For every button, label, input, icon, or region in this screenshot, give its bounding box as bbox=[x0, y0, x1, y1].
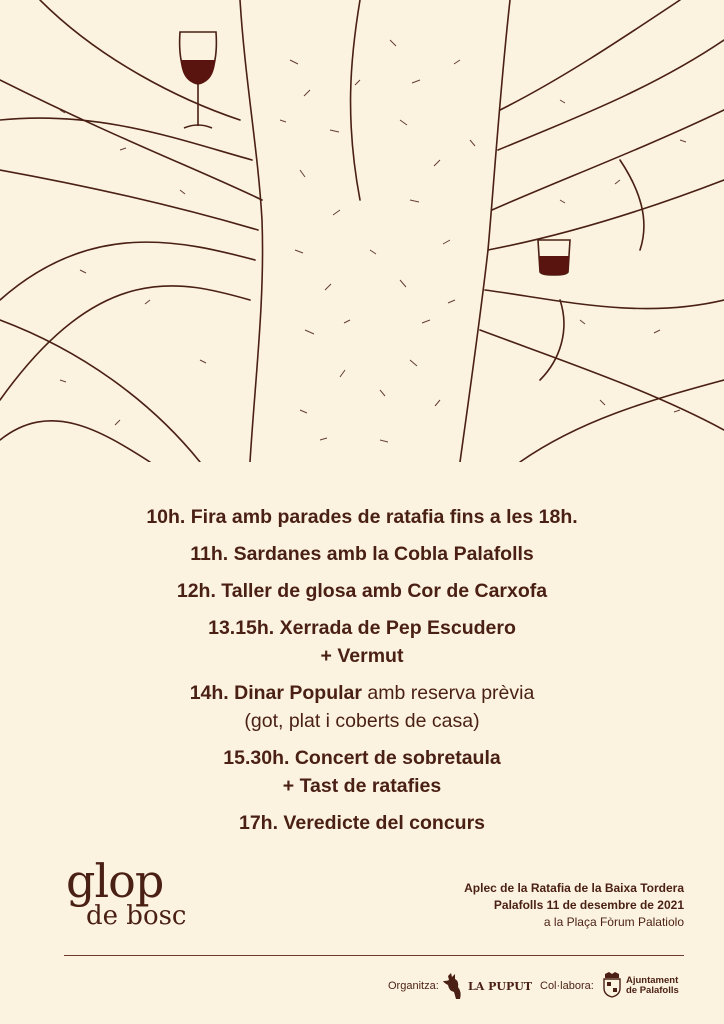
event-title: Aplec de la Ratafia de la Baixa Tordera bbox=[464, 881, 684, 895]
program-bold-text: 17h. Veredicte del concurs bbox=[238, 812, 486, 834]
program-line bbox=[0, 772, 724, 800]
program-line bbox=[0, 679, 724, 707]
credits bbox=[380, 972, 684, 1012]
organizer-label: Organitza: bbox=[388, 980, 439, 992]
program-line bbox=[0, 503, 724, 531]
program-item bbox=[0, 577, 724, 605]
program-bold-text: 13.15h. Xerrada de Pep Escudero bbox=[208, 617, 516, 639]
program-line bbox=[0, 744, 724, 772]
collaborator-line1: Ajuntament bbox=[626, 975, 679, 986]
logo-glop: glop bbox=[66, 854, 164, 908]
program-item bbox=[0, 614, 724, 670]
program-line bbox=[0, 614, 724, 642]
tree-illustration bbox=[0, 0, 724, 462]
coat-of-arms-icon bbox=[602, 972, 622, 998]
program-bold-text: 14h. Dinar Popular bbox=[189, 682, 362, 704]
logo-de-bosc: de bosc bbox=[86, 901, 187, 931]
collaborator-label: Col·labora: bbox=[540, 980, 594, 992]
hoopoe-bird-icon bbox=[442, 972, 464, 1002]
program-line bbox=[0, 540, 724, 568]
program-line bbox=[0, 707, 724, 735]
program-bold-text: + Vermut bbox=[320, 645, 404, 667]
glop-de-bosc-logo bbox=[66, 854, 196, 938]
program-schedule bbox=[0, 503, 724, 846]
program-light-text: amb reserva prèvia bbox=[361, 682, 535, 704]
event-place: a la Plaça Fòrum Palatiolo bbox=[543, 915, 684, 929]
program-bold-text: 15.30h. Concert de sobretaula bbox=[223, 747, 501, 769]
event-info bbox=[464, 880, 684, 931]
program-item bbox=[0, 540, 724, 568]
organizer-name: LA PUPUT bbox=[468, 980, 533, 993]
event-date: Palafolls 11 de desembre de 2021 bbox=[493, 898, 684, 912]
collaborator-name bbox=[626, 976, 679, 996]
program-bold-text: + Tast de ratafies bbox=[282, 775, 442, 797]
collaborator-line2: de Palafolls bbox=[626, 985, 679, 996]
program-line bbox=[0, 577, 724, 605]
program-line bbox=[0, 809, 724, 837]
divider bbox=[64, 955, 684, 956]
program-item bbox=[0, 744, 724, 800]
program-bold-text: 10h. Fira amb parades de ratafia fins a les 18h. bbox=[146, 506, 578, 528]
program-item bbox=[0, 679, 724, 735]
program-bold-text: 11h. Sardanes amb la Cobla Palafolls bbox=[190, 543, 534, 565]
program-item bbox=[0, 809, 724, 837]
program-item bbox=[0, 503, 724, 531]
program-light-text: (got, plat i coberts de casa) bbox=[244, 710, 480, 732]
program-bold-text: 12h. Taller de glosa amb Cor de Carxofa bbox=[176, 580, 548, 602]
program-line bbox=[0, 642, 724, 670]
